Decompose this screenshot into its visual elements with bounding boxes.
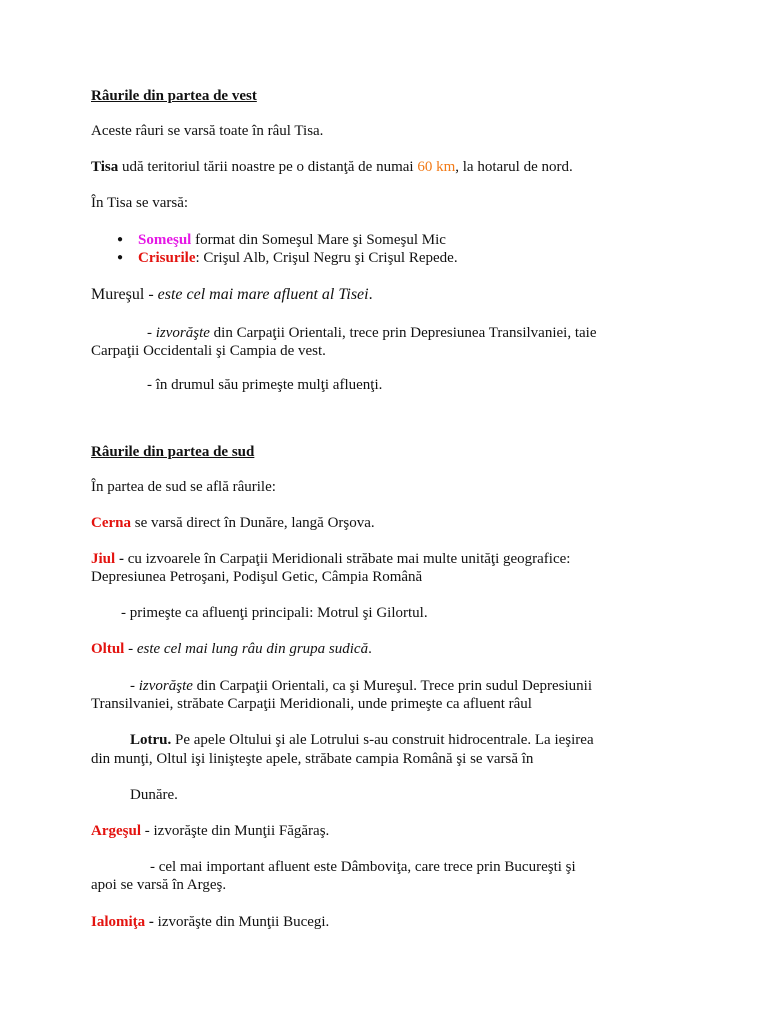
verb-izvoraste: izvorăşte [138, 678, 193, 694]
paragraph-west-intro: Aceste râuri se varsă toate în râul Tisa. [91, 123, 324, 139]
oltul-line-3 [130, 731, 594, 749]
river-name-ialomita: Ialomiţa [91, 914, 146, 930]
paragraph-tisa-receives: În Tisa se varsă: [91, 195, 189, 211]
dash: - [115, 551, 128, 567]
tisa-text: udă teritoriul tării noastre pe o distanţă de numai [118, 159, 418, 175]
dash: - [147, 325, 156, 341]
paragraph-jiul [91, 550, 570, 568]
jiul-line-1: cu izvoarele în Carpaţii Meridionali străbate mai multe unităţi geografice: [127, 551, 571, 567]
oltul-line-1 [130, 677, 592, 695]
river-name-lotru: Lotru. [130, 732, 172, 748]
mures-line-3: - în drumul său primeşte mulţi afluenţi. [147, 377, 383, 393]
oltul-line-2: Transilvaniei, străbate Carpaţii Meridionali, unde primeşte ca afluent râul [91, 696, 532, 712]
river-name-crisurile: Crisurile [138, 250, 196, 266]
paragraph-ialomita [91, 913, 329, 931]
bullet-icon: ● [117, 234, 124, 245]
river-name-somesul: Someşul [138, 232, 192, 248]
river-name-cerna: Cerna [91, 515, 131, 531]
arges-line-2: apoi se varsă în Argeş. [91, 877, 227, 893]
oltul-line-3-rest: Pe apele Oltului şi ale Lotrului s-au construit hidrocentrale. La ieşirea [171, 732, 594, 748]
list-item-text: : Crişul Alb, Crişul Negru şi Crişul Repede. [195, 250, 458, 266]
mures-line-1-rest: din Carpaţii Orientali, trece prin Depresiunea Transilvaniei, taie [209, 325, 597, 341]
dash: - [130, 678, 139, 694]
tisa-text-end: , la hotarul de nord. [455, 159, 573, 175]
dash: - [145, 914, 158, 930]
mures-line-1 [147, 324, 596, 342]
oltul-line-4: din munţi, Oltul işi linişteşte apele, străbate campia Română şi se varsă în [91, 751, 534, 767]
dash: - [124, 641, 137, 657]
paragraph-oltul [91, 640, 372, 658]
mures-description: este cel mai mare afluent al Tisei [157, 286, 369, 303]
river-name-arges: Argeşul [91, 823, 141, 839]
section-title-west: Râurile din partea de vest [91, 88, 257, 104]
cerna-text: se varsă direct în Dunăre, langă Orşova. [131, 515, 375, 531]
mures-line-2: Carpaţii Occidentali şi Campia de vest. [91, 343, 326, 359]
oltul-line-1-rest: din Carpaţii Orientali, ca şi Mureşul. Trece prin sudul Depresiunii [192, 678, 593, 694]
paragraph-cerna [91, 514, 375, 532]
oltul-description: este cel mai lung râu din grupa sudică [136, 641, 369, 657]
river-name-mures: Mureşul - [91, 286, 158, 303]
list-item-somesul [138, 231, 446, 249]
bullet-icon: ● [117, 252, 124, 263]
ialomita-text: izvorăşte din Munţii Bucegi. [157, 914, 330, 930]
river-name-jiul: Jiul [91, 551, 116, 567]
river-name-oltul: Oltul [91, 641, 125, 657]
paragraph-tisa [91, 158, 573, 176]
arges-line-1: - cel mai important afluent este Dâmboviţa, care trece prin Bucureşti şi [150, 859, 576, 875]
punctuation: . [368, 286, 373, 303]
paragraph-arges [91, 822, 329, 840]
jiul-line-3: - primeşte ca afluenţi principali: Motrul şi Gilortul. [121, 605, 428, 621]
jiul-line-2: Depresiunea Petroşani, Podişul Getic, Câmpia Română [91, 569, 423, 585]
section-title-south: Râurile din partea de sud [91, 444, 255, 460]
punctuation: . [368, 641, 372, 657]
tisa-distance: 60 km [417, 159, 456, 175]
list-item-crisurile [138, 249, 458, 267]
river-name-tisa: Tisa [91, 159, 119, 175]
verb-izvoraste: izvorăşte [155, 325, 210, 341]
paragraph-mures [91, 286, 373, 304]
list-item-text: format din Someşul Mare şi Someşul Mic [191, 232, 446, 248]
paragraph-south-intro: În partea de sud se află râurile: [91, 479, 276, 495]
arges-text: - izvorăşte din Munţii Făgăraş. [141, 823, 330, 839]
oltul-line-5: Dunăre. [130, 787, 178, 803]
